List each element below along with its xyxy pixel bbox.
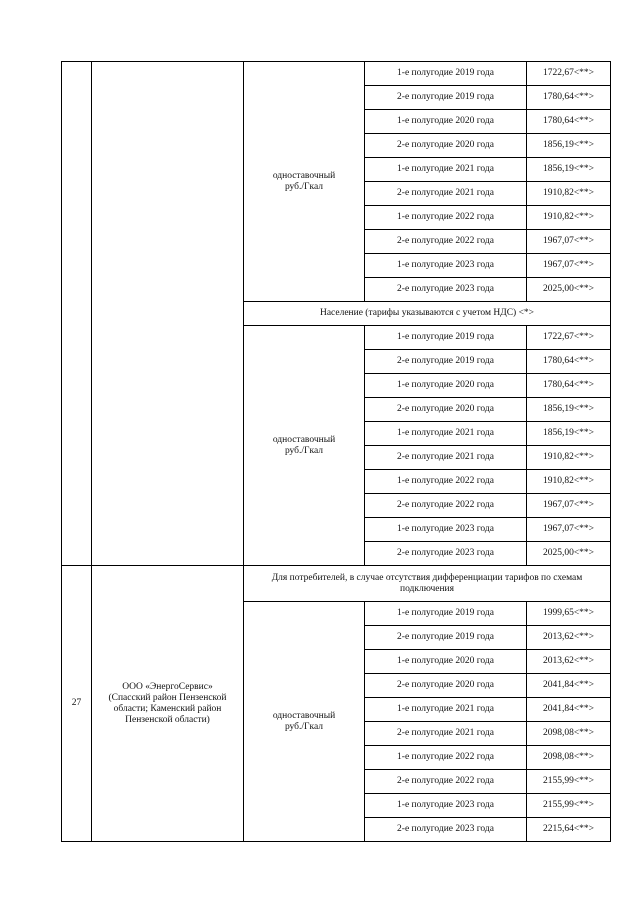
tariff-value-cell: 2041,84<**> (527, 674, 611, 698)
tariff-value-cell: 2155,99<**> (527, 770, 611, 794)
period-cell: 2-е полугодие 2023 года (365, 278, 527, 302)
period-cell: 1-е полугодие 2021 года (365, 698, 527, 722)
tariff-table-body (62, 62, 611, 842)
tariff-value-cell: 1780,64<**> (527, 110, 611, 134)
period-cell: 1-е полугодие 2021 года (365, 158, 527, 182)
tariff-value-cell: 1780,64<**> (527, 350, 611, 374)
period-cell: 2-е полугодие 2022 года (365, 494, 527, 518)
period-cell: 2-е полугодие 2022 года (365, 230, 527, 254)
period-cell: 2-е полугодие 2020 года (365, 674, 527, 698)
table-row (62, 62, 611, 86)
tariff-value-cell: 1967,07<**> (527, 254, 611, 278)
period-cell: 2-е полугодие 2023 года (365, 542, 527, 566)
period-cell: 1-е полугодие 2019 года (365, 326, 527, 350)
tariff-value-cell: 2041,84<**> (527, 698, 611, 722)
period-cell: 2-е полугодие 2021 года (365, 722, 527, 746)
tariff-value-cell: 1856,19<**> (527, 158, 611, 182)
rate-type-cell: одноставочный руб./Гкал (244, 602, 365, 842)
tariff-value-cell: 1780,64<**> (527, 86, 611, 110)
tariff-value-cell: 2025,00<**> (527, 542, 611, 566)
period-cell: 2-е полугодие 2021 года (365, 446, 527, 470)
rate-type-cell: одноставочный руб./Гкал (244, 326, 365, 566)
tariff-value-cell: 1967,07<**> (527, 518, 611, 542)
tariff-value-cell: 2025,00<**> (527, 278, 611, 302)
tariff-value-cell: 1722,67<**> (527, 326, 611, 350)
period-cell: 1-е полугодие 2019 года (365, 602, 527, 626)
period-cell: 2-е полугодие 2019 года (365, 626, 527, 650)
period-cell: 2-е полугодие 2021 года (365, 182, 527, 206)
tariff-value-cell: 1910,82<**> (527, 206, 611, 230)
tariff-value-cell: 1999,65<**> (527, 602, 611, 626)
tariff-value-cell: 2155,99<**> (527, 794, 611, 818)
tariff-value-cell: 1856,19<**> (527, 398, 611, 422)
period-cell: 2-е полугодие 2019 года (365, 350, 527, 374)
period-cell: 1-е полугодие 2023 года (365, 254, 527, 278)
period-cell: 2-е полугодие 2019 года (365, 86, 527, 110)
tariff-value-cell: 2215,64<**> (527, 818, 611, 842)
tariff-value-cell: 1856,19<**> (527, 422, 611, 446)
period-cell: 1-е полугодие 2020 года (365, 650, 527, 674)
tariff-value-cell: 2098,08<**> (527, 722, 611, 746)
tariff-value-cell: 1910,82<**> (527, 470, 611, 494)
period-cell: 2-е полугодие 2022 года (365, 770, 527, 794)
period-cell: 1-е полугодие 2020 года (365, 374, 527, 398)
period-cell: 1-е полугодие 2022 года (365, 470, 527, 494)
period-cell: 2-е полугодие 2023 года (365, 818, 527, 842)
tariff-value-cell: 1910,82<**> (527, 446, 611, 470)
consumer-group-heading: Население (тарифы указываются с учетом НДС) <*> (244, 302, 611, 326)
tariff-value-cell: 2013,62<**> (527, 650, 611, 674)
period-cell: 1-е полугодие 2022 года (365, 206, 527, 230)
period-cell: 2-е полугодие 2020 года (365, 134, 527, 158)
row-number (62, 62, 92, 566)
tariff-value-cell: 2098,08<**> (527, 746, 611, 770)
tariff-table (61, 61, 611, 842)
organization-name: ООО «ЭнергоСервис» (Спасский район Пензенской области; Каменский район Пензенской области) (92, 566, 244, 842)
organization-name (92, 62, 244, 566)
tariff-value-cell: 1780,64<**> (527, 374, 611, 398)
tariff-value-cell: 2013,62<**> (527, 626, 611, 650)
tariff-value-cell: 1967,07<**> (527, 494, 611, 518)
period-cell: 1-е полугодие 2019 года (365, 62, 527, 86)
period-cell: 1-е полугодие 2023 года (365, 794, 527, 818)
period-cell: 1-е полугодие 2021 года (365, 422, 527, 446)
period-cell: 1-е полугодие 2022 года (365, 746, 527, 770)
period-cell: 2-е полугодие 2020 года (365, 398, 527, 422)
tariff-value-cell: 1967,07<**> (527, 230, 611, 254)
period-cell: 1-е полугодие 2023 года (365, 518, 527, 542)
tariff-value-cell: 1856,19<**> (527, 134, 611, 158)
period-cell: 1-е полугодие 2020 года (365, 110, 527, 134)
group-heading-row (62, 566, 611, 602)
row-number: 27 (62, 566, 92, 842)
rate-type-cell: одноставочный руб./Гкал (244, 62, 365, 302)
tariff-value-cell: 1910,82<**> (527, 182, 611, 206)
consumer-group-heading: Для потребителей, в случае отсутствия дифференциации тарифов по схемам подключения (244, 566, 611, 602)
tariff-value-cell: 1722,67<**> (527, 62, 611, 86)
